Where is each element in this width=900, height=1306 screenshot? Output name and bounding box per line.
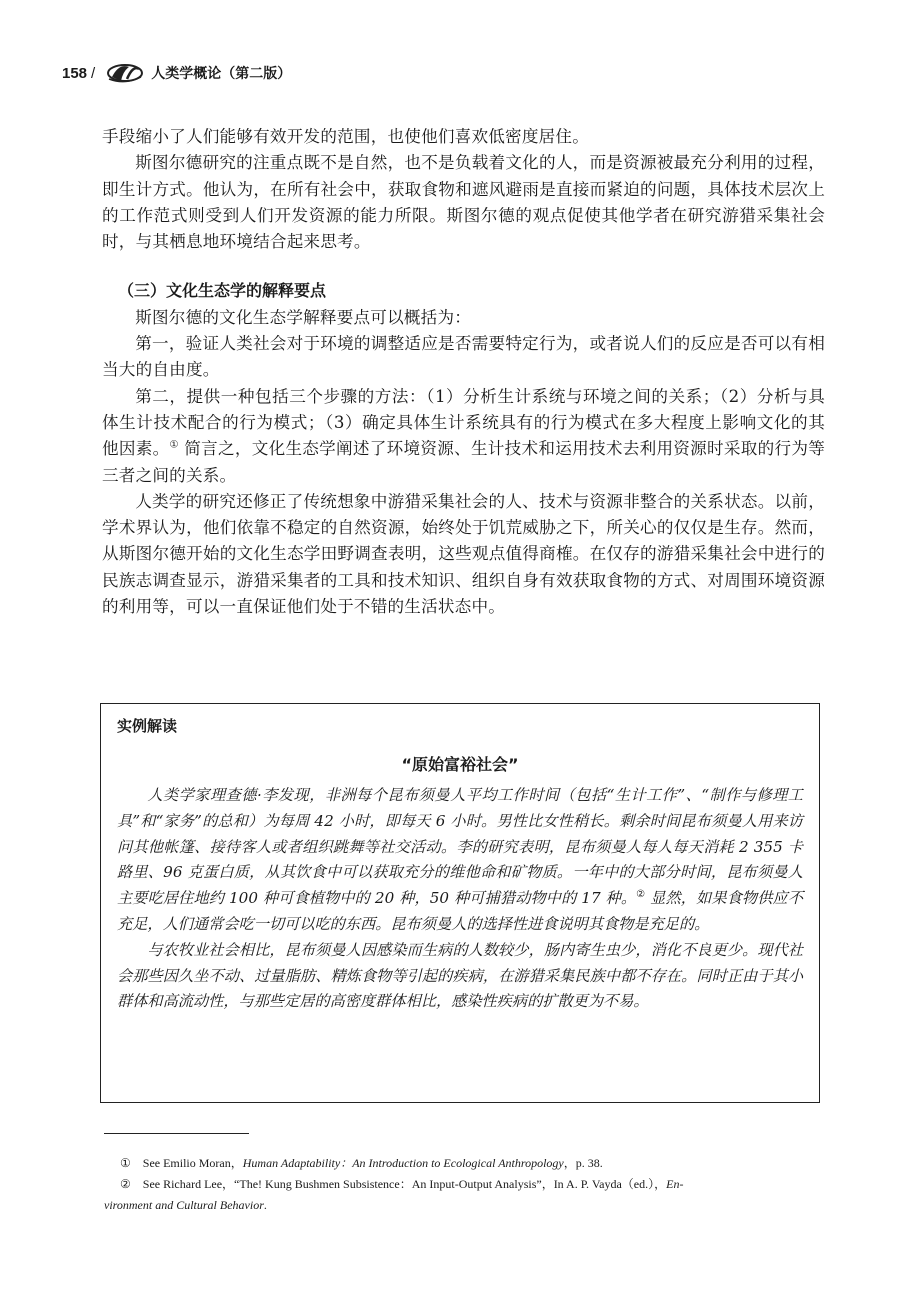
paragraph-6: 人类学的研究还修正了传统想象中游猎采集社会的人、技术与资源非整合的关系状态。以前，学术界认为，他们依靠不稳定的自然资源，始终处于饥荒威胁之下，所关心的仅仅是生存。然而，从斯图尔德开始的文化生态学田野调查表明，这些观点值得商榷。在仅存的游猎采集社会中进行的民族志调查显示，游猎采集者的工具和技术知识、组织自身有效获取食物的方式、对周围环境资源的利用等，可以一直保证他们处于不错的生活状态中。: [102, 491, 825, 617]
paragraph-5-text-a: 第二，提供一种包括三个步骤的方法：（1）分析生计系统与环境之间的关系；（2）分析与具体生计技术配合的行为模式；（3）确定具体生计系统具有的行为模式在多大程度上影响文化的其他因素。: [102, 386, 825, 459]
footnote-1-mark: ①: [120, 1156, 131, 1170]
footnote-divider: [104, 1133, 249, 1134]
example-box-p1-text-a: 人类学家理查德·李发现，非洲每个昆布须曼人平均工作时间（包括“生计工作”、“制作与修理工具”和“家务”的总和）为每周 42 小时，即每天 6 小时。男性比女性稍长。剩余时间昆布须曼人用来访问其他帐篷、接待客人或者组织跳舞等社交活动。李的研究表明，昆布须曼人每人每天消耗 2 355 卡路里、96 克蛋白质，从其饮食中可以获取充分的维他命和矿物质。一年中的大部分时间，昆布须曼人主要吃居住地约 100 种可食植物中的 20 种，50 种可捕猎动物中的 17 种。: [117, 786, 803, 908]
footnotes: [104, 1153, 828, 1216]
page-header: [62, 58, 291, 88]
section-heading: （三）文化生态学的解释要点: [118, 281, 327, 301]
example-box-title: “原始富裕社会”: [401, 755, 519, 774]
book-title: 人类学概论（第二版）: [151, 66, 292, 82]
footnote-1-title: Human Adaptability：An Introduction to Ecological Anthropology: [242, 1156, 564, 1170]
footnote-2-mark: ②: [120, 1177, 131, 1191]
paragraph-5-text-b: 简言之，文化生态学阐述了环境资源、生计技术和运用技术去利用资源时采取的行为等三者之间的关系。: [102, 439, 826, 485]
series-logo-icon: [105, 59, 145, 87]
example-box-p1-text-b: 显然，如果食物供应不充足，人们通常会吃一切可以吃的东西。昆布须曼人的选择性进食说明其食物是充足的。: [117, 889, 804, 933]
footnote-1: [120, 1153, 828, 1174]
header-separator: /: [91, 64, 96, 82]
footnote-1-pre: See Emilio Moran，: [142, 1156, 243, 1170]
footnote-2-post: .: [263, 1198, 267, 1212]
footnote-2-pre: See Richard Lee，“The! Kung Bushmen Subsistence：An Input-Output Analysis”，In A. P. Vayda（ed.），: [142, 1177, 667, 1191]
example-box: [100, 703, 820, 1103]
footnote-2: [120, 1174, 828, 1195]
example-box-label: 实例解读: [117, 717, 178, 735]
example-box-paragraph-1: [117, 783, 803, 938]
paragraph-5: [102, 384, 825, 489]
footnote-1-post: ，p. 38.: [563, 1156, 603, 1170]
footnote-ref-1[interactable]: ①: [169, 439, 179, 451]
footnote-2-continued: [104, 1195, 828, 1216]
footnote-ref-2[interactable]: ②: [636, 889, 646, 901]
paragraph-1: 手段缩小了人们能够有效开发的范围，也使他们喜欢低密度居住。: [102, 127, 590, 146]
page-number: 158: [62, 64, 88, 82]
paragraph-4: 第一，验证人类社会对于环境的调整适应是否需要特定行为，或者说人们的反应是否可以有相当大的自由度。: [102, 334, 825, 380]
paragraph-2: 斯图尔德研究的注重点既不是自然，也不是负载着文化的人，而是资源被最充分利用的过程，即生计方式。他认为，在所有社会中，获取食物和遮风避雨是直接而紧迫的问题，具体技术层次上的工作范式则受到人们开发资源的能力所限。斯图尔德的观点促使其他学者在研究游猎采集社会时，与其栖息地环境结合起来思考。: [102, 153, 825, 252]
footnote-2-title-b: vironment and Cultural Behavior: [104, 1198, 264, 1212]
paragraph-3: 斯图尔德的文化生态学解释要点可以概括为：: [135, 307, 472, 327]
main-text: [102, 124, 825, 620]
example-box-paragraph-2: 与农牧业社会相比，昆布须曼人因感染而生病的人数较少，肠内寄生虫少，消化不良更少。现代社会那些因久坐不动、过量脂肪、精炼食物等引起的疾病，在游猎采集民族中都不存在。同时正由于其小群体和高流动性，与那些定居的高密度群体相比，感染性疾病的扩散更为不易。: [117, 940, 803, 1011]
footnote-2-title-a: En-: [666, 1177, 684, 1191]
